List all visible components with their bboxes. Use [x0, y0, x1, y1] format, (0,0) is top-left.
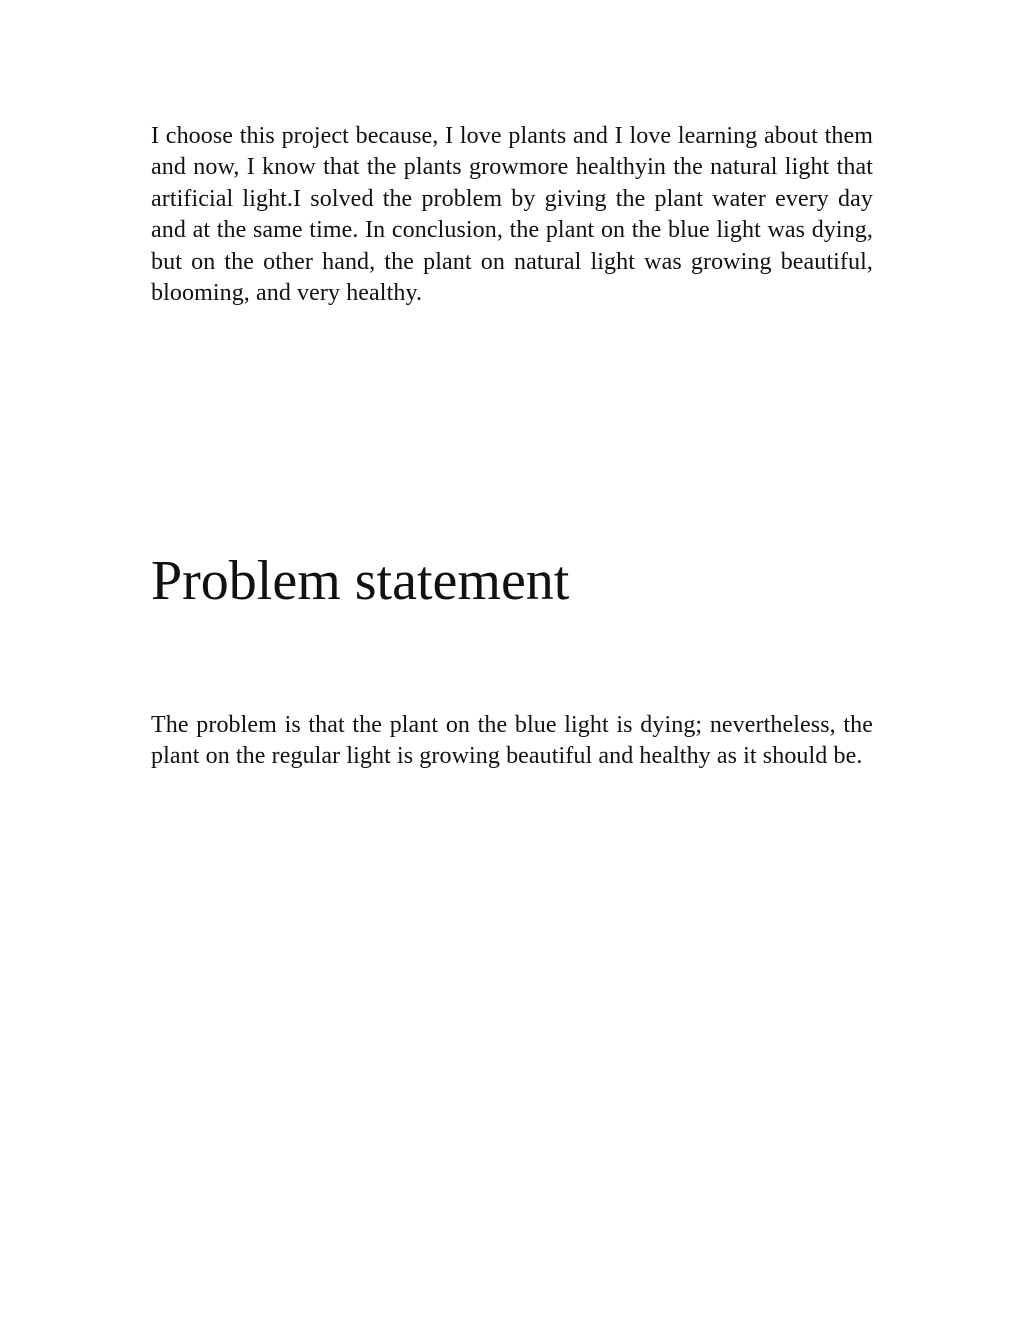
intro-paragraph: I choose this project because, I love plants and I love learning about them and now, I know that the plants growmore healthyin the natural light that artificial light.I solved the problem by giving the plant water every day and at the same time. In conclusion, the plant on the blue light was dying, but on the other hand, the plant on natural light was growing beautiful, blooming, and very healthy. — [151, 123, 873, 307]
section-heading: Problem statement — [151, 550, 570, 612]
problem-paragraph: The problem is that the plant on the blue light is dying; nevertheless, the plant on the regular light is growing beautiful and healthy as it should be. — [151, 712, 873, 770]
